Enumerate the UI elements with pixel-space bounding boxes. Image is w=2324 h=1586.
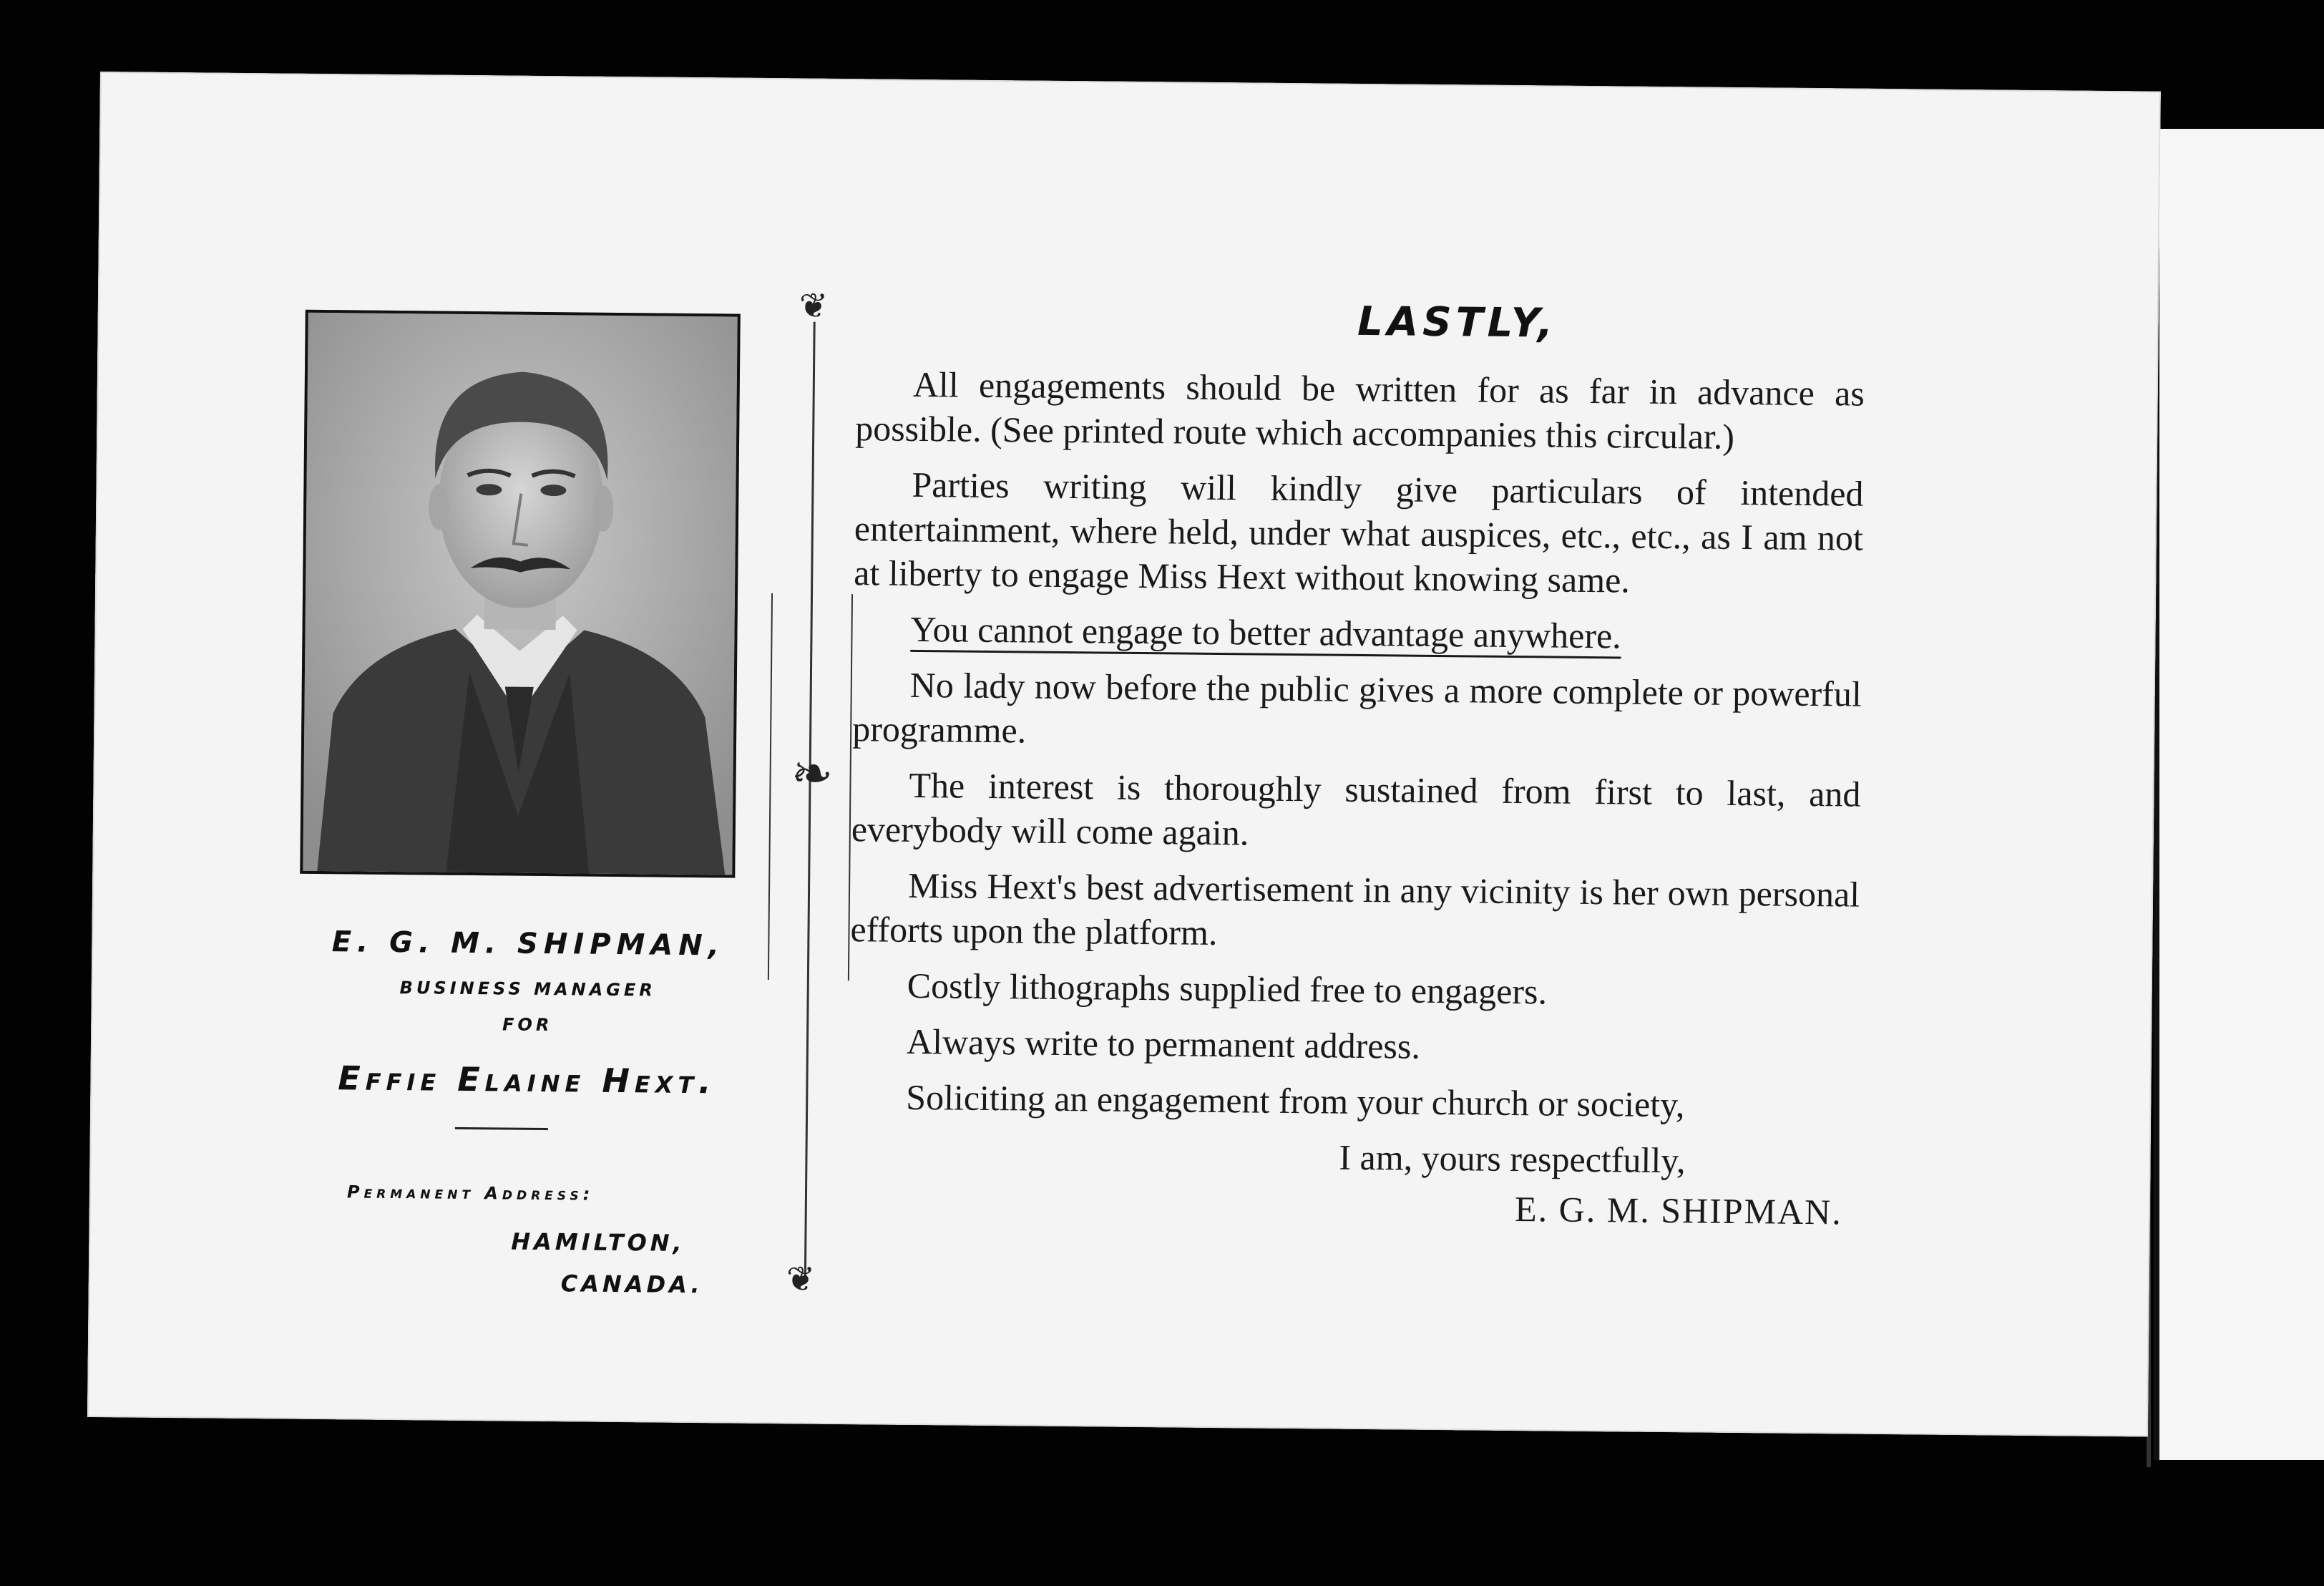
signature: E. G. M. SHIPMAN.: [1514, 1189, 1843, 1232]
address-country: CANADA.: [560, 1270, 703, 1299]
divider-rule-left: [768, 593, 773, 980]
closing-line: I am, yours respectfully,: [1339, 1137, 1686, 1181]
address-label: Permanent Address:: [346, 1182, 595, 1205]
paragraph-interest: The interest is thoroughly sustained from first to last, and everybody will come again.: [851, 764, 1861, 853]
circular-page: [87, 72, 2161, 1437]
paragraph-lithographs: Costly lithographs supplied free to engagers.: [907, 965, 1548, 1012]
paragraph-particulars: Parties writing will kindly give particulars of intended entertainment, where held, under what auspices, etc., etc., as I am not at liberty to engage Miss Hext without knowing same.: [854, 464, 1864, 600]
client-name: Effie Elaine Hext.: [338, 1059, 716, 1101]
address-city: HAMILTON,: [511, 1227, 685, 1257]
paragraph-soliciting: Soliciting an engagement from your church or society,: [906, 1076, 1685, 1125]
flourish-top-icon: ❦: [799, 286, 829, 326]
caption-rule: [455, 1127, 548, 1130]
for-label: FOR: [502, 1014, 553, 1036]
advantage-text: You cannot engage to better advantage anywhere.: [910, 608, 1621, 656]
adjacent-page-edge: [2154, 129, 2324, 1460]
flourish-middle-icon: ❧: [791, 744, 834, 803]
paragraph-advertisement: Miss Hext's best advertisement in any vicinity is her own personal efforts upon the platform.: [850, 865, 1860, 953]
manager-name: E. G. M. SHIPMAN,: [331, 925, 726, 963]
paragraph-programme: No lady now before the public gives a more complete or powerful programme.: [851, 664, 1862, 751]
circular-body: [848, 361, 1865, 1234]
portrait-image: [303, 313, 737, 875]
paragraph-advance: All engagements should be written for as far in advance as possible. (See printed route which accompanies this circular.): [854, 364, 1865, 457]
paragraph-address: Always write to permanent address.: [906, 1021, 1421, 1066]
flourish-bottom-icon: ❦: [786, 1259, 816, 1300]
page-heading: LASTLY,: [1357, 298, 1558, 347]
portrait-photo: [300, 310, 741, 878]
manager-role: BUSINESS MANAGER: [399, 978, 656, 1001]
paragraph-advantage: [853, 606, 1862, 661]
